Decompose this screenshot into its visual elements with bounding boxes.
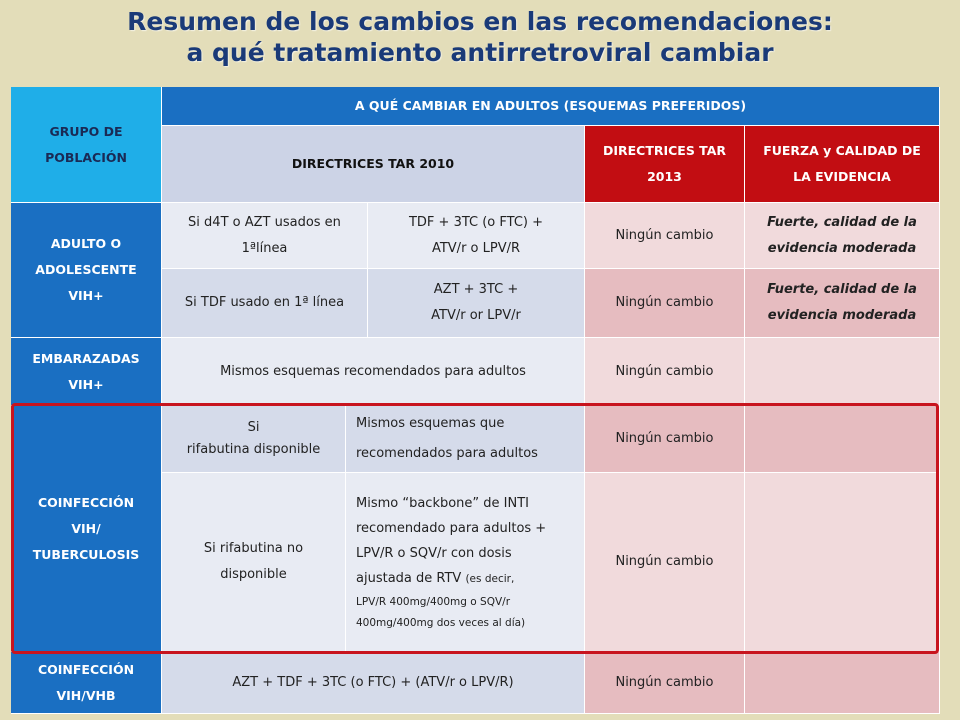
adult-2-condition: [162, 269, 368, 338]
cell-line: disponible: [220, 567, 287, 582]
adult-2-change: [585, 269, 745, 338]
cell-line: Si TDF usado en 1ª línea: [184, 295, 345, 310]
tb-2-change: [585, 473, 745, 652]
cell-line: Ningún cambio: [615, 554, 714, 569]
group-hbv: [11, 652, 162, 714]
header-tar-2013-line: DIRECTRICES TAR: [602, 143, 727, 158]
cell-note: 400mg/400mg dos veces al día): [356, 616, 526, 629]
adult-1-evidence: [745, 203, 940, 269]
group-pregnant-line: EMBARAZADAS: [32, 350, 140, 366]
page-title: [0, 6, 960, 68]
cell-line: ATV/r o LPV/R: [431, 240, 521, 256]
cell-line-part: ajustada de RTV: [356, 570, 462, 586]
tb-2-regimen: [346, 473, 585, 652]
cell-line: recomendado para adultos +: [356, 520, 547, 536]
header-group-line: GRUPO DE: [49, 123, 123, 139]
tb-1-change: [585, 406, 745, 473]
title-line-2: a qué tratamiento antirretroviral cambiar: [186, 38, 774, 67]
hbv-change: [585, 652, 745, 714]
cell-line: Ningún cambio: [615, 363, 714, 379]
header-main: [162, 87, 940, 126]
cell-line: recomendados para adultos: [356, 446, 538, 461]
group-adult-line: ADULTO O: [50, 236, 122, 251]
pregnant-regimen: [162, 338, 585, 406]
cell-line: ATV/r or LPV/r: [431, 308, 521, 323]
group-tuberculosis: [11, 406, 162, 652]
header-group-line: POBLACIÓN: [45, 149, 127, 165]
cell-line: AZT + TDF + 3TC (o FTC) + (ATV/r o LPV/R): [232, 674, 514, 690]
cell-line: Ningún cambio: [615, 431, 714, 446]
header-tar-2010-text: DIRECTRICES TAR 2010: [291, 156, 455, 171]
cell-line: AZT + 3TC +: [433, 282, 519, 297]
pregnant-change: [585, 338, 745, 406]
cell-line: Fuerte, calidad de la: [767, 282, 917, 297]
group-adult: [11, 203, 162, 338]
group-tb-line: TUBERCULOSIS: [32, 546, 140, 562]
cell-note: LPV/R 400mg/400mg o SQV/r: [356, 595, 511, 608]
hbv-evidence: [745, 652, 940, 714]
title-line-1: Resumen de los cambios en las recomendaciones:: [127, 7, 833, 36]
tb-1-regimen: [346, 406, 585, 473]
adult-2-evidence: [745, 269, 940, 338]
header-evidence: [745, 126, 940, 203]
tb-1-evidence: [745, 406, 940, 473]
group-pregnant: [11, 338, 162, 406]
cell-line: Ningún cambio: [615, 674, 714, 690]
adult-1-regimen: [368, 203, 585, 269]
header-main-text: A QUÉ CAMBIAR EN ADULTOS (ESQUEMAS PREFERIDOS): [354, 98, 747, 113]
cell-line: rifabutina disponible: [186, 442, 321, 457]
header-evidence-line: LA EVIDENCIA: [793, 169, 891, 184]
pregnant-evidence: [745, 338, 940, 406]
cell-line: Ningún cambio: [615, 227, 714, 243]
cell-line: Si rifabutina no: [203, 541, 304, 556]
header-evidence-line: FUERZA y CALIDAD DE: [763, 143, 921, 158]
cell-line: LPV/R o SQV/r con dosis: [356, 545, 512, 561]
group-pregnant-line: VIH+: [68, 376, 104, 392]
header-tar-2010: [162, 126, 585, 203]
adult-1-change: [585, 203, 745, 269]
group-tb-line: COINFECCIÓN: [37, 494, 135, 510]
cell-line: Mismo “backbone” de INTI: [356, 495, 530, 511]
tb-1-condition: [162, 406, 346, 473]
tb-2-evidence: [745, 473, 940, 652]
group-tb-line: VIH/: [71, 520, 101, 536]
header-group-population: [11, 87, 162, 203]
adult-2-regimen: [368, 269, 585, 338]
cell-line: evidencia moderada: [767, 308, 917, 323]
tb-2-condition: [162, 473, 346, 652]
cell-line: Mismos esquemas recomendados para adultos: [220, 363, 526, 379]
header-tar-2013-line: 2013: [647, 169, 682, 184]
cell-line: evidencia moderada: [767, 240, 917, 256]
group-adult-line: ADOLESCENTE: [35, 262, 137, 277]
cell-line: [356, 566, 514, 592]
cell-line: TDF + 3TC (o FTC) +: [408, 214, 543, 230]
cell-line: 1ªlínea: [241, 240, 288, 256]
hbv-regimen: [162, 652, 585, 714]
cell-line: Ningún cambio: [615, 295, 714, 310]
header-tar-2013: [585, 126, 745, 203]
cell-line: Si d4T o AZT usados en: [188, 214, 341, 230]
cell-note: (es decir,: [465, 572, 515, 585]
group-hbv-line: COINFECCIÓN: [37, 661, 135, 677]
cell-line: Fuerte, calidad de la: [767, 214, 917, 230]
adult-1-condition: [162, 203, 368, 269]
group-adult-line: VIH+: [68, 288, 104, 303]
cell-line: Mismos esquemas que: [356, 416, 505, 431]
cell-line: Si: [247, 420, 260, 435]
group-hbv-line: VIH/VHB: [56, 687, 116, 703]
